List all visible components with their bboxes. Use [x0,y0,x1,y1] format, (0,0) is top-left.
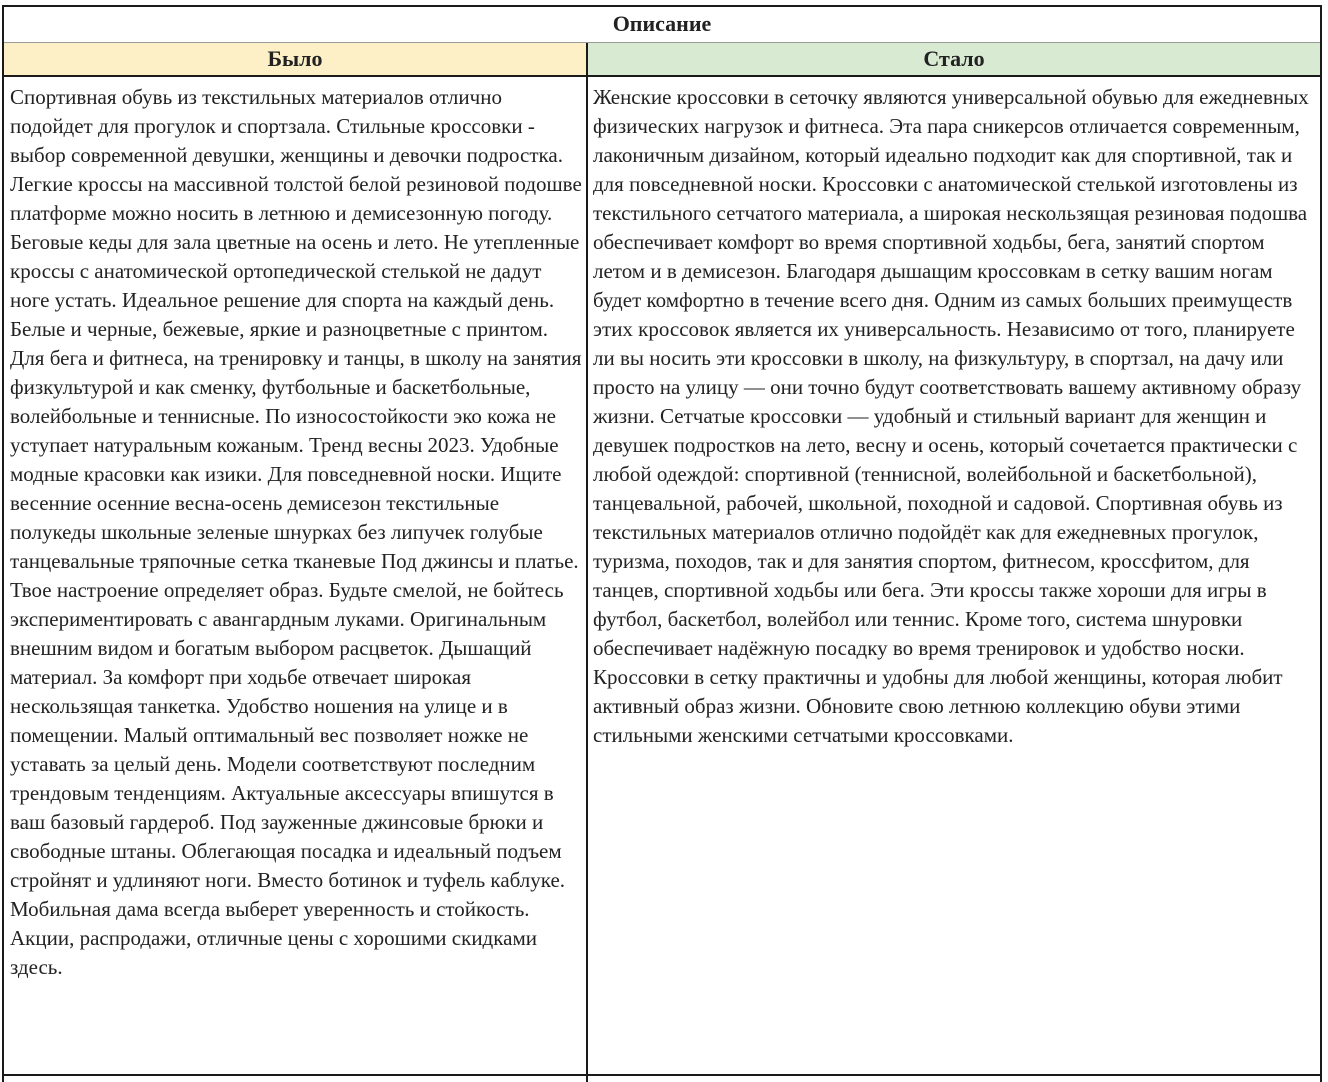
next-row-left-cell [4,1076,588,1082]
next-row-partial [4,1076,1320,1082]
header-row [4,43,1320,77]
header-now: Стало [588,43,1320,75]
header-was: Было [4,43,588,75]
body-row [4,77,1320,1076]
cell-now-text: Женские кроссовки в сеточку являются универсальной обувью для ежедневных физических нагрузок и фитнеса. Эта пара сникерсов отличается современным, лаконичным дизайном, который идеально подходит как для спортивной, так и для повседневной носки. Кроссовки с анатомической стелькой изготовлены из текстильного сетчатого материала, а широкая нескользящая резиновая подошва обеспечивает комфорт во время спортивной ходьбы, бега, занятий спортом летом и в демисезон. Благодаря дышащим кроссовкам в сетку вашим ногам будет комфортно в течение всего дня. Одним из самых больших преимуществ этих кроссовок является их универсальность. Независимо от того, планируете ли вы носить эти кроссовки в школу, на физкультуру, в спортзал, на дачу или просто на улицу — они точно будут соответствовать вашему активному образу жизни. Сетчатые кроссовки — удобный и стильный вариант для женщин и девушек подростков на лето, весну и осень, который сочетается практически с любой одеждой: спортивной (теннисной, волейбольной и баскетбольной), танцевальной, рабочей, школьной, походной и садовой. Спортивная обувь из текстильных материалов отлично подойдёт как для ежедневных прогулок, туризма, походов, так и для занятия спортом, фитнесом, кроссфитом, для танцев, спортивной ходьбы или бега. Эти кроссы также хороши для игры в футбол, баскетбол, волейбол или теннис. Кроме того, система шнуровки обеспечивает надёжную посадку во время тренировок и удобство носки. Кроссовки в сетку практичны и удобны для любой женщины, которая любит активный образ жизни. Обновите свою летнюю коллекцию обуви этими стильными женскими сетчатыми кроссовками. [593,85,1309,747]
description-table [2,6,1322,1082]
cell-was-text: Спортивная обувь из текстильных материалов отлично подойдет для прогулок и спортзала. Стильные кроссовки - выбор современной девушки, женщины и девочки подростка. Легкие кроссы на массивной толстой белой резиновой подошве платформе можно носить в летнюю и демисезонную погоду. Беговые кеды для зала цветные на осень и лето. Не утепленные кроссы с анатомической ортопедической стелькой не дадут ноге устать. Идеальное решение для спорта на каждый день. Белые и черные, бежевые, яркие и разноцветные с принтом. Для бега и фитнеса, на тренировку и танцы, в школу на занятия физкультурой и как сменку, футбольные и баскетбольные, волейбольные и теннисные. По износостойкости эко кожа не уступает натуральным кожаным. Тренд весны 2023. Удобные модные красовки как изики. Для повседневной носки. Ищите весенние осенние весна-осень демисезон текстильные полукеды школьные зеленые шнурках без липучек голубые танцевальные тряпочные сетка тканевые Под джинсы и платье. Твое настроение определяет образ. Будьте смелой, не бойтесь экспериментировать с авангардным луками. Оригинальным внешним видом и богатым выбором расцветок. Дышащий материал. За комфорт при ходьбе отвечает широкая нескользящая танкетка. Удобство ношения на улице и в помещении. Малый оптимальный вес позволяет ножке не уставать за целый день. Модели соответствуют последним трендовым тенденциям. Актуальные аксессуары впишутся в ваш базовый гардероб. Под зауженные джинсовые брюки и свободные штаны. Облегающая посадка и идеальный подъем стройнят и удлиняют ноги. Вместо ботинок и туфель каблуке. Мобильная дама всегда выберет уверенность и стойкость. Акции, распродажи, отличные цены с хорошими скидками здесь. [4,77,588,1074]
table-title: Описание [4,6,1320,43]
